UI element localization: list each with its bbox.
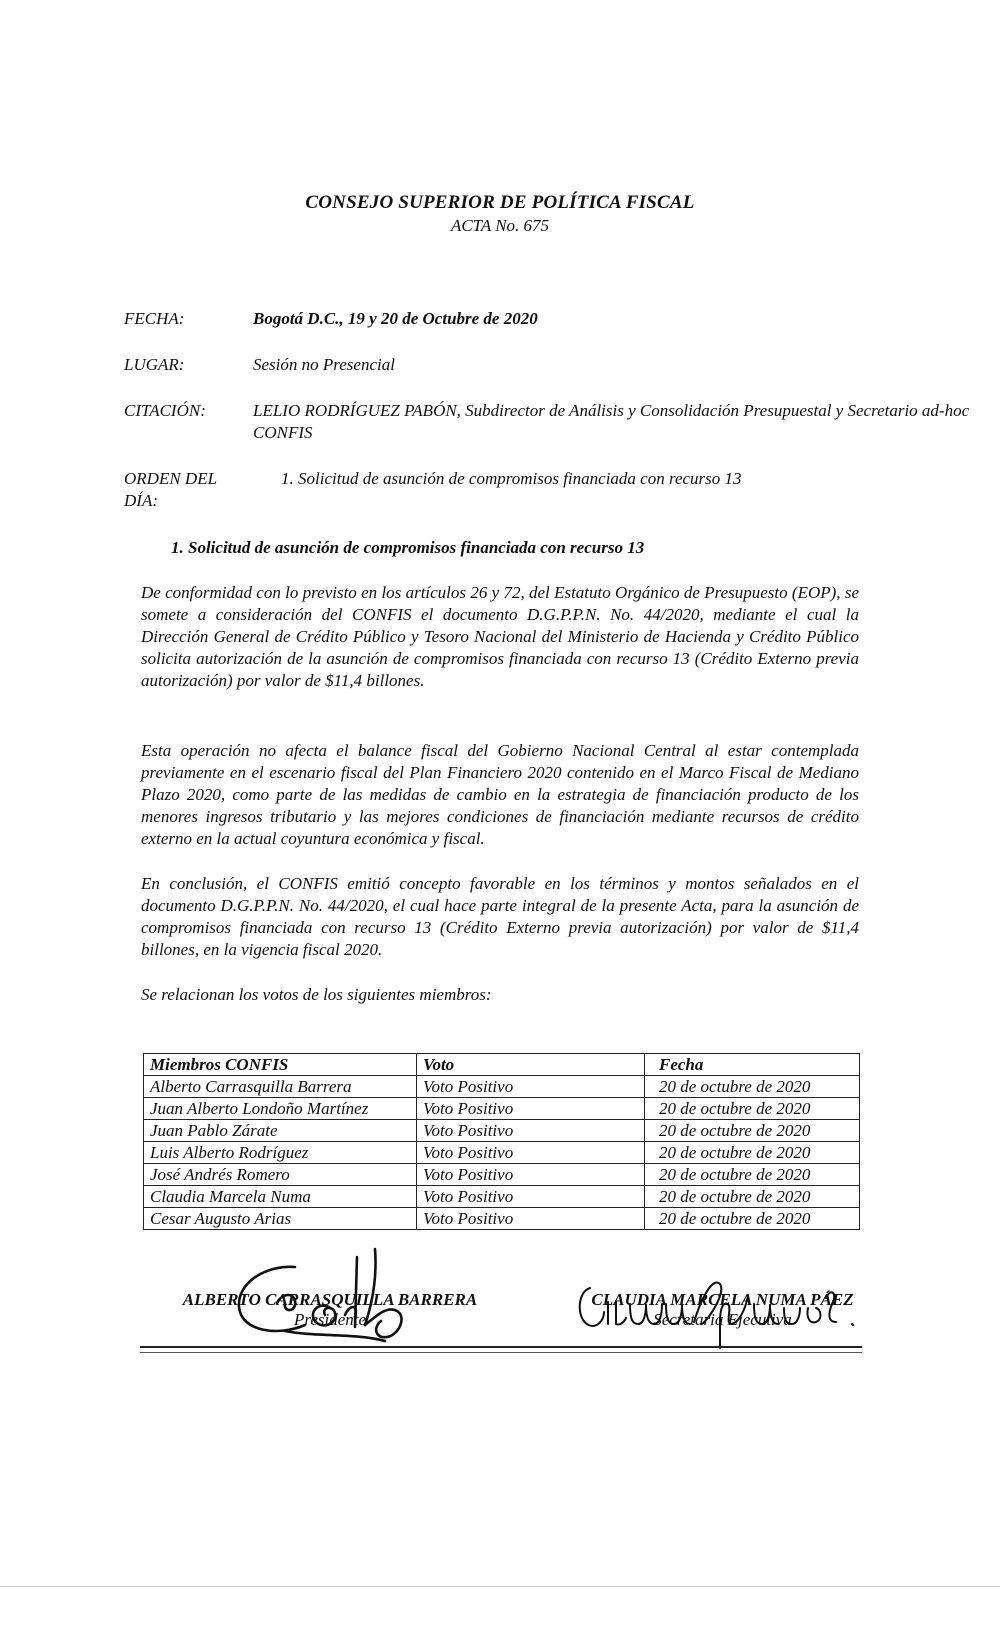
vote-date: 20 de octubre de 2020	[645, 1208, 860, 1230]
signatory-role-right: Secretaria Ejecutiva	[653, 1310, 792, 1329]
member-vote: Voto Positivo	[417, 1098, 645, 1120]
signature-right	[565, 1290, 880, 1330]
column-header-members: Miembros CONFIS	[144, 1054, 417, 1076]
table-row	[144, 1164, 860, 1186]
acta-number: ACTA No. 675	[450, 216, 550, 235]
vote-date: 20 de octubre de 2020	[645, 1098, 860, 1120]
signature-left	[160, 1290, 500, 1330]
orden-label: ORDEN DEL DÍA:	[124, 469, 217, 510]
footer-rule-thin	[140, 1352, 862, 1353]
paragraph-3: En conclusión, el CONFIS emitió concepto favorable en los términos y montos señalados en el documento D.G.P.P.N. No. 44/2020, el cual hace parte integral de la presente Acta, para la asunción de compromisos financiada con recurso 13 (Crédito Externo previa autorización) por valor de $11,4 billones, en la vigencia fiscal 2020.	[141, 874, 859, 959]
vote-date: 20 de octubre de 2020	[645, 1164, 860, 1186]
signatory-role-left: Presidente	[293, 1310, 367, 1329]
vote-date: 20 de octubre de 2020	[645, 1120, 860, 1142]
member-vote: Voto Positivo	[417, 1120, 645, 1142]
citacion-value: LELIO RODRÍGUEZ PABÓN, Subdirector de Análisis y Consolidación Presupuestal y Secretario ad-hoc CONFIS	[253, 401, 970, 442]
page-bottom-edge	[0, 1586, 1000, 1587]
section-title: 1. Solicitud de asunción de compromisos financiada con recurso 13	[171, 538, 645, 557]
orden-value: 1. Solicitud de asunción de compromisos financiada con recurso 13	[281, 469, 742, 488]
organization-title: CONSEJO SUPERIOR DE POLÍTICA FISCAL	[305, 192, 695, 213]
member-name: Juan Pablo Zárate	[144, 1120, 417, 1142]
vote-date: 20 de octubre de 2020	[645, 1186, 860, 1208]
signatory-name-right: CLAUDIA MARCELA NUMA PÁEZ	[591, 1290, 854, 1309]
lugar-value: Sesión no Presencial	[253, 355, 395, 374]
vote-date: 20 de octubre de 2020	[645, 1076, 860, 1098]
column-header-vote: Voto	[417, 1054, 645, 1076]
member-name: José Andrés Romero	[144, 1164, 417, 1186]
fecha-value: Bogotá D.C., 19 y 20 de Octubre de 2020	[253, 309, 538, 328]
member-vote: Voto Positivo	[417, 1142, 645, 1164]
table-row	[144, 1208, 860, 1230]
table-row	[144, 1120, 860, 1142]
paragraph-2: Esta operación no afecta el balance fiscal del Gobierno Nacional Central al estar contemplada previamente en el escenario fiscal del Plan Financiero 2020 contenido en el Marco Fiscal de Mediano Plazo 2020, como parte de las medidas de cambio en la estrategia de financiación producto de los menores ingresos tributario y las mejores condiciones de financiación mediante recursos de crédito externo en la actual coyuntura económica y fiscal.	[141, 741, 859, 848]
member-name: Juan Alberto Londoño Martínez	[144, 1098, 417, 1120]
member-vote: Voto Positivo	[417, 1208, 645, 1230]
member-vote: Voto Positivo	[417, 1164, 645, 1186]
votes-table	[143, 1053, 860, 1230]
document-header	[0, 192, 1000, 236]
column-header-date: Fecha	[645, 1054, 860, 1076]
member-name: Claudia Marcela Numa	[144, 1186, 417, 1208]
table-row	[144, 1142, 860, 1164]
member-name: Alberto Carrasquilla Barrera	[144, 1076, 417, 1098]
table-header-row	[144, 1054, 860, 1076]
paragraph-1: De conformidad con lo previsto en los artículos 26 y 72, del Estatuto Orgánico de Presupuesto (EOP), se somete a consideración del CONFIS el documento D.G.P.P.N. No. 44/2020, mediante el cual la Dirección General de Crédito Público y Tesoro Nacional del Ministerio de Hacienda y Crédito Público solicita autorización de la asunción de compromisos financiada con recurso 13 (Crédito Externo previa autorización) por valor de $11,4 billones.	[141, 583, 859, 690]
signatory-name-left: ALBERTO CARRASQUILLA BARRERA	[182, 1290, 478, 1309]
member-name: Cesar Augusto Arias	[144, 1208, 417, 1230]
member-name: Luis Alberto Rodríguez	[144, 1142, 417, 1164]
vote-date: 20 de octubre de 2020	[645, 1142, 860, 1164]
fecha-label: FECHA:	[124, 309, 185, 328]
citacion-label: CITACIÓN:	[124, 401, 206, 420]
member-vote: Voto Positivo	[417, 1076, 645, 1098]
table-row	[144, 1076, 860, 1098]
table-row	[144, 1098, 860, 1120]
member-vote: Voto Positivo	[417, 1186, 645, 1208]
footer-rule-thick	[140, 1346, 862, 1348]
table-row	[144, 1186, 860, 1208]
lugar-label: LUGAR:	[124, 355, 185, 374]
paragraph-4: Se relacionan los votos de los siguientes miembros:	[141, 985, 492, 1004]
